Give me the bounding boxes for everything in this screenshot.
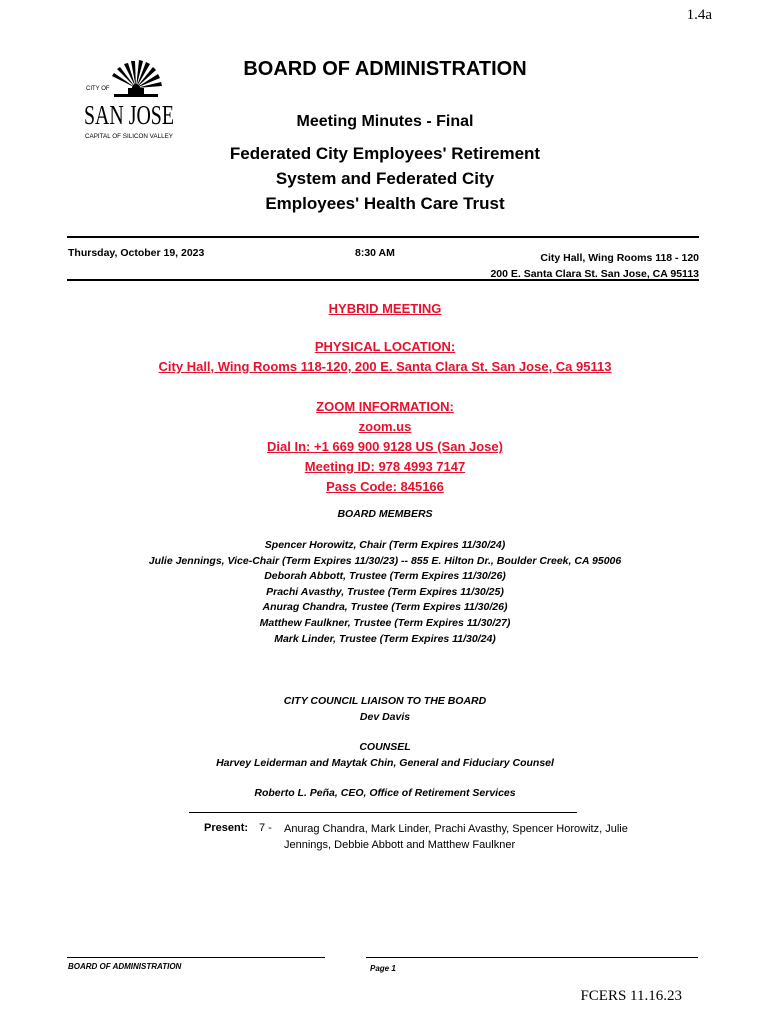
footer-rule-right xyxy=(366,957,698,958)
board-member: Prachi Avasthy, Trustee (Term Expires 11/30/25) xyxy=(266,585,504,598)
liaison-header: CITY COUNCIL LIAISON TO THE BOARD xyxy=(283,695,487,707)
logo-name: SAN JOSE xyxy=(84,100,174,130)
minutes-type: Meeting Minutes - Final xyxy=(296,113,474,130)
meeting-location-line2: 200 E. Santa Clara St. San Jose, CA 95113 xyxy=(490,268,699,280)
footer-rule-left xyxy=(67,957,325,958)
page-reference: 1.4a xyxy=(686,7,712,23)
meeting-location-line1: City Hall, Wing Rooms 118 - 120 xyxy=(540,252,699,264)
board-member: Mark Linder, Trustee (Term Expires 11/30/24) xyxy=(274,632,496,645)
logo-city-of: CITY OF xyxy=(86,86,110,92)
footer-board-name: BOARD OF ADMINISTRATION xyxy=(68,962,182,971)
board-title: BOARD OF ADMINISTRATION xyxy=(243,58,527,80)
zoom-information xyxy=(0,397,770,497)
ceo-line: Roberto L. Peña, CEO, Office of Retirement Services xyxy=(254,787,516,799)
council-liaison xyxy=(0,694,770,725)
zoom-link[interactable]: zoom.us xyxy=(358,419,412,434)
board-member: Anurag Chandra, Trustee (Term Expires 11/30/26) xyxy=(262,601,508,614)
zoom-label: ZOOM INFORMATION: xyxy=(316,399,454,414)
board-members-list xyxy=(0,538,770,647)
physical-location-label: PHYSICAL LOCATION: xyxy=(314,339,456,354)
separator-rule xyxy=(189,812,577,813)
zoom-dial-in: Dial In: +1 669 900 9128 US (San Jose) xyxy=(267,439,503,454)
liaison-name: Dev Davis xyxy=(359,710,411,723)
committee-line: Employees' Health Care Trust xyxy=(265,194,505,213)
meeting-date: Thursday, October 19, 2023 xyxy=(68,247,205,259)
board-member: Deborah Abbott, Trustee (Term Expires 11/30/26) xyxy=(264,570,506,583)
logo-tagline: CAPITAL OF SILICON VALLEY xyxy=(85,133,173,140)
present-names: Anurag Chandra, Mark Linder, Prachi Avasthy, Spencer Horowitz, Julie Jennings, Debbie Abbott and Matthew Faulkner xyxy=(284,823,628,851)
meeting-location xyxy=(490,250,699,282)
board-member: Julie Jennings, Vice-Chair (Term Expires 11/30/23) -- 855 E. Hilton Dr., Boulder Creek, CA 95006 xyxy=(148,554,622,567)
counsel xyxy=(0,740,770,771)
committee-line: Federated City Employees' Retirement xyxy=(229,144,541,163)
zoom-pass-code: Pass Code: 845166 xyxy=(326,479,444,494)
zoom-meeting-id: Meeting ID: 978 4993 7147 xyxy=(304,459,466,474)
board-member: Matthew Faulkner, Trustee (Term Expires 11/30/27) xyxy=(259,616,511,629)
header-top-rule xyxy=(67,236,699,238)
counsel-header: COUNSEL xyxy=(359,741,411,753)
header-bottom-rule xyxy=(67,279,699,281)
committee-line: System and Federated City xyxy=(275,169,495,188)
footer-page-number: Page 1 xyxy=(370,964,396,973)
meeting-time: 8:30 AM xyxy=(355,247,395,259)
board-members-header: BOARD MEMBERS xyxy=(337,508,433,520)
physical-location-address: City Hall, Wing Rooms 118-120, 200 E. Santa Clara St. San Jose, Ca 95113 xyxy=(158,359,612,374)
present-label: Present: xyxy=(204,822,249,834)
board-member: Spencer Horowitz, Chair (Term Expires 11/30/24) xyxy=(264,539,506,551)
counsel-names: Harvey Leiderman and Maytak Chin, General and Fiduciary Counsel xyxy=(216,756,554,769)
fcers-stamp: FCERS 11.16.23 xyxy=(580,988,682,1004)
committee-name xyxy=(0,141,770,216)
hybrid-meeting-notice: HYBRID MEETING xyxy=(328,301,442,316)
present-count: 7 - xyxy=(259,822,272,834)
